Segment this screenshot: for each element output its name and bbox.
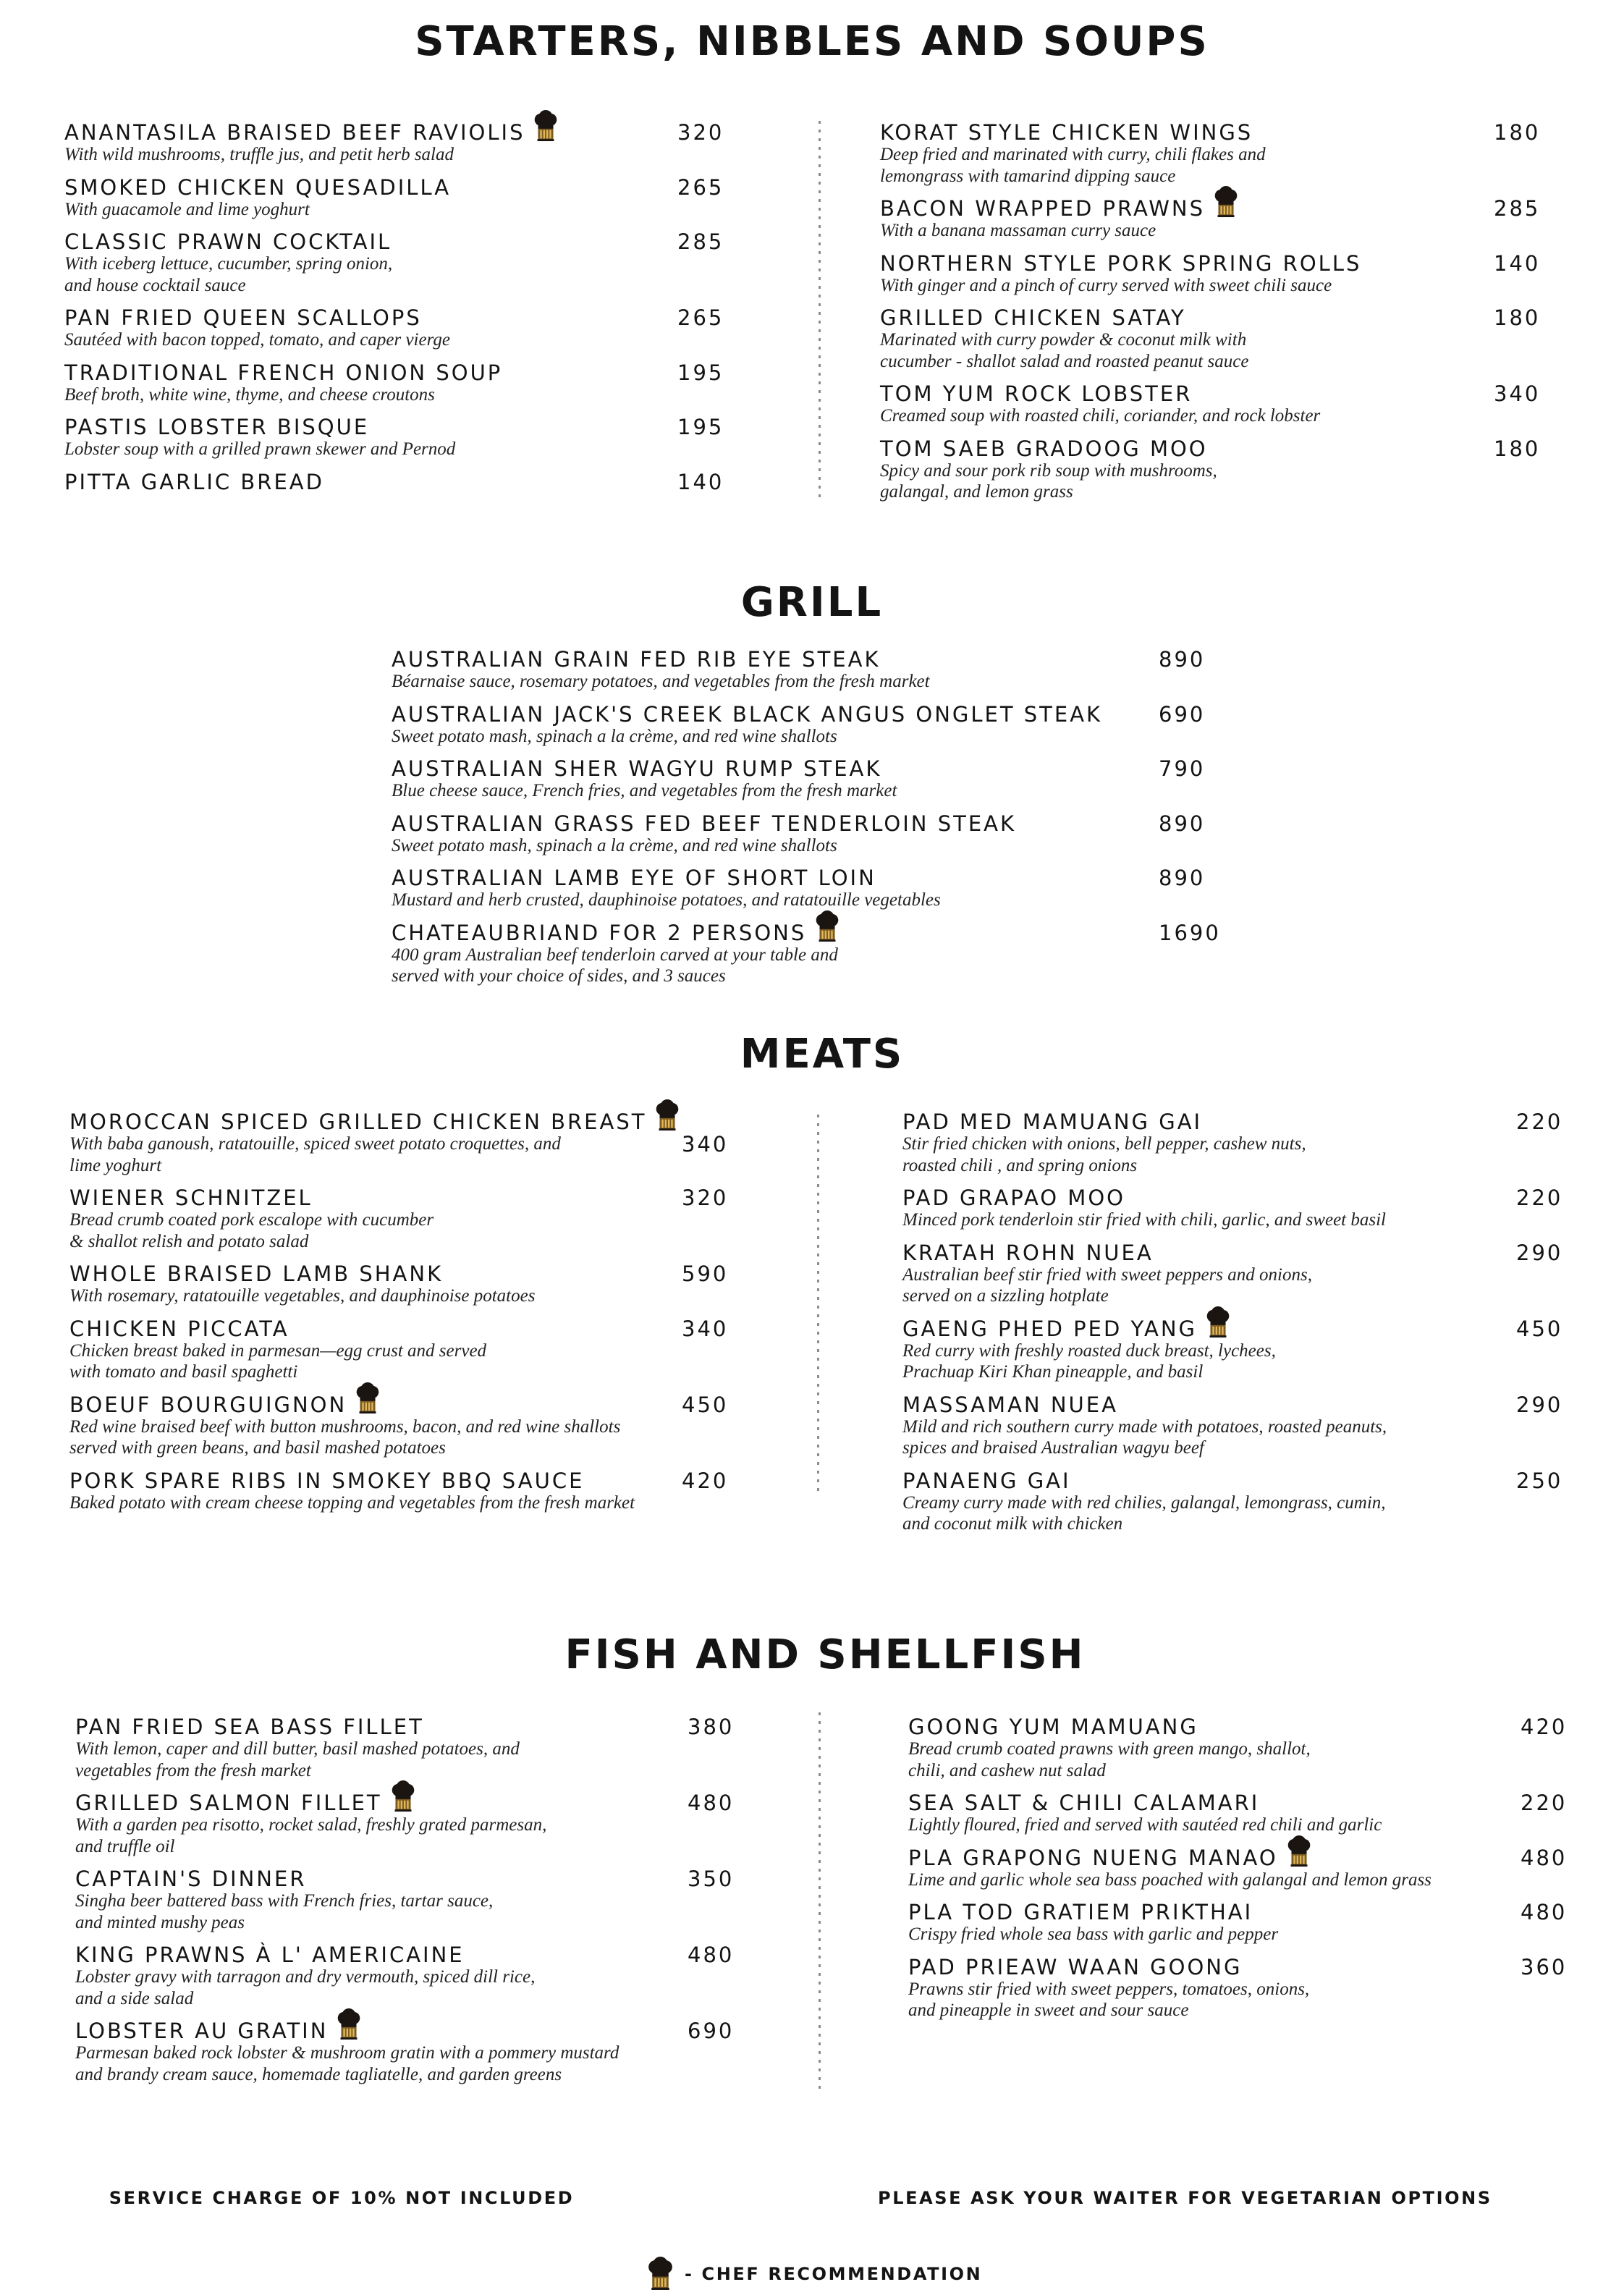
item-name: AUSTRALIAN GRASS FED BEEF TENDERLOIN STEAK <box>392 811 1017 836</box>
fish-right-column <box>908 1716 1596 2032</box>
item-name: NORTHERN STYLE PORK SPRING ROLLS <box>880 250 1362 276</box>
item-description-line: and truffle oil <box>75 1836 175 1856</box>
item-description <box>880 220 1596 242</box>
item-description <box>902 1416 1597 1459</box>
menu-item <box>880 438 1596 503</box>
item-description <box>392 671 1260 693</box>
item-description-line: With guacamole and lime yoghurt <box>64 199 310 219</box>
chef-recommendation-legend <box>648 2257 982 2291</box>
item-price: 790 <box>1159 756 1206 781</box>
item-description <box>69 1209 808 1252</box>
item-description-line: Singha beer battered bass with French fries, tartar sauce, <box>75 1891 494 1911</box>
item-name: CHICKEN PICCATA <box>69 1316 289 1341</box>
item-price: 450 <box>682 1392 729 1417</box>
menu-item <box>392 648 1260 693</box>
chef-hat-icon <box>337 2008 361 2040</box>
item-price: 890 <box>1159 811 1206 836</box>
item-description <box>902 1209 1597 1231</box>
item-price: 690 <box>688 2019 735 2043</box>
item-description <box>64 199 810 221</box>
item-name-line <box>908 1956 1596 1979</box>
item-description <box>75 1890 806 1933</box>
column-divider <box>817 1115 819 1495</box>
item-description-line: and house cocktail sauce <box>64 275 246 295</box>
fish-left-column <box>75 1716 806 2096</box>
item-name-line <box>392 703 1260 726</box>
grill-column <box>392 648 1260 998</box>
item-description <box>392 726 1260 748</box>
item-name-line <box>880 438 1596 460</box>
item-name: MOROCCAN SPICED GRILLED CHICKEN BREAST <box>69 1110 647 1134</box>
item-description <box>75 1814 806 1857</box>
service-charge-note: SERVICE CHARGE OF 10% NOT INCLUDED <box>109 2188 575 2208</box>
item-description-line: served with your choice of sides, and 3 sauces <box>392 966 726 986</box>
menu-item <box>392 758 1260 802</box>
chef-hat-icon <box>648 2257 673 2291</box>
menu-item <box>880 250 1596 297</box>
item-description <box>75 1966 806 2009</box>
item-description-line: With a garden pea risotto, rocket salad, freshly grated parmesan, <box>75 1815 547 1835</box>
item-name: WIENER SCHNITZEL <box>69 1185 313 1210</box>
item-price: 590 <box>682 1261 729 1286</box>
item-price: 180 <box>1494 305 1541 330</box>
item-name: TOM SAEB GRADOOG MOO <box>880 436 1208 461</box>
item-price: 140 <box>1494 250 1541 276</box>
item-name: TOM YUM ROCK LOBSTER <box>880 381 1193 406</box>
item-description-line: With lemon, caper and dill butter, basil mashed potatoes, and <box>75 1739 520 1759</box>
item-description <box>880 144 1596 187</box>
item-description-line: lemongrass with tamarind dipping sauce <box>880 166 1176 186</box>
item-description-line: Lobster gravy with tarragon and dry vermouth, spiced dill rice, <box>75 1967 536 1987</box>
item-price: 195 <box>677 415 724 439</box>
section-title-fish: FISH AND SHELLFISH <box>564 1631 1086 1678</box>
item-description-line: Baked potato with cream cheese topping and vegetables from the fresh market <box>69 1492 635 1513</box>
item-name: BACON WRAPPED PRAWNS <box>880 196 1206 221</box>
item-price: 320 <box>677 120 724 145</box>
menu-item <box>902 1394 1597 1459</box>
item-name: ANANTASILA BRAISED BEEF RAVIOLIS <box>64 120 525 145</box>
menu-item <box>75 1792 806 1857</box>
item-price: 320 <box>682 1185 729 1210</box>
item-description-line: Red curry with freshly roasted duck breast, lychees, <box>902 1340 1276 1361</box>
item-price: 420 <box>682 1468 729 1493</box>
chef-hat-icon <box>355 1382 380 1414</box>
chef-hat-icon <box>1287 1835 1311 1867</box>
item-description-line: Beef broth, white wine, thyme, and cheese croutons <box>64 384 435 405</box>
item-name-line <box>69 1111 808 1133</box>
menu-item <box>880 122 1596 187</box>
item-description-line: and coconut milk with chicken <box>902 1514 1123 1534</box>
item-description <box>64 439 810 460</box>
item-description-line: Minced pork tenderloin stir fried with chili, garlic, and sweet basil <box>902 1210 1386 1230</box>
item-name: PLA GRAPONG NUENG MANAO <box>908 1845 1278 1870</box>
item-description-line: Mild and rich southern curry made with potatoes, roasted peanuts, <box>902 1416 1387 1437</box>
item-description <box>69 1340 808 1383</box>
item-name: WHOLE BRAISED LAMB SHANK <box>69 1261 444 1286</box>
item-description <box>902 1133 1597 1176</box>
item-name: KORAT STYLE CHICKEN WINGS <box>880 120 1253 145</box>
item-description <box>908 1814 1596 1836</box>
item-price: 220 <box>1521 1791 1568 1815</box>
item-price: 220 <box>1516 1110 1563 1134</box>
item-description-line: lime yoghurt <box>69 1155 162 1175</box>
item-price: 420 <box>1521 1715 1568 1739</box>
menu-item <box>64 174 810 221</box>
item-description-line: Creamy curry made with red chilies, galangal, lemongrass, cumin, <box>902 1492 1386 1513</box>
item-name: PANAENG GAI <box>902 1468 1071 1493</box>
item-name: KRATAH ROHN NUEA <box>902 1240 1154 1265</box>
menu-item <box>64 362 810 406</box>
menu-item <box>902 1111 1597 1176</box>
item-description-line: chili, and cashew nut salad <box>908 1760 1106 1780</box>
item-description <box>392 944 1260 987</box>
item-name-line <box>902 1318 1597 1340</box>
menu-item <box>69 1263 808 1307</box>
item-name-line <box>902 1111 1597 1133</box>
item-description <box>64 329 810 351</box>
item-name: PAD PRIEAW WAAN GOONG <box>908 1954 1243 1979</box>
item-name-line <box>392 758 1260 780</box>
item-name: BOEUF BOURGUIGNON <box>69 1392 347 1417</box>
item-name: GOONG YUM MAMUANG <box>908 1715 1198 1739</box>
item-description <box>908 1738 1596 1781</box>
item-price: 480 <box>688 1791 735 1815</box>
item-description-line: roasted chili , and spring onions <box>902 1155 1138 1175</box>
item-description <box>908 1979 1596 2021</box>
item-description-line: and brandy cream sauce, homemade tagliatelle, and garden greens <box>75 2064 562 2084</box>
item-name: GAENG PHED PED YANG <box>902 1316 1198 1341</box>
column-divider <box>819 121 821 501</box>
menu-item <box>880 198 1596 242</box>
menu-item <box>908 1792 1596 1836</box>
item-description-line: and a side salad <box>75 1988 194 2008</box>
item-name-line <box>880 383 1596 405</box>
menu-item <box>69 1394 808 1459</box>
section-title-starters: STARTERS, NIBBLES AND SOUPS <box>415 18 1209 65</box>
item-price: 285 <box>1494 196 1541 221</box>
item-description-line: Spicy and sour pork rib soup with mushrooms, <box>880 460 1217 481</box>
item-name-line <box>880 198 1596 220</box>
item-description-line: Sweet potato mash, spinach a la crème, and red wine shallots <box>392 726 837 746</box>
item-description <box>64 144 810 166</box>
item-description <box>392 889 1260 911</box>
chef-hat-icon <box>1206 1306 1230 1338</box>
menu-item <box>75 1716 806 1781</box>
menu-item <box>69 1318 808 1383</box>
menu-item <box>880 383 1596 427</box>
vegetarian-options-note: PLEASE ASK YOUR WAITER FOR VEGETARIAN OPTIONS <box>878 2188 1492 2208</box>
item-description-line: With rosemary, ratatouille vegetables, and dauphinoise potatoes <box>69 1286 536 1306</box>
item-name-line <box>908 1847 1596 1869</box>
item-price: 140 <box>677 469 724 494</box>
menu-item <box>902 1187 1597 1231</box>
item-description <box>69 1285 808 1307</box>
item-price: 340 <box>682 1132 729 1157</box>
item-description-line: Bread crumb coated prawns with green mango, shallot, <box>908 1739 1311 1759</box>
item-price: 340 <box>1494 381 1541 406</box>
menu-item <box>880 307 1596 372</box>
item-price: 285 <box>677 229 724 254</box>
section-title-meats: MEATS <box>740 1031 905 1078</box>
menu-item <box>392 922 1260 987</box>
item-name: AUSTRALIAN JACK'S CREEK BLACK ANGUS ONGLET STEAK <box>392 701 1103 727</box>
menu-item <box>392 813 1260 857</box>
item-price: 265 <box>677 174 724 200</box>
item-description-line: cucumber - shallot salad and roasted peanut sauce <box>880 351 1249 371</box>
item-name-line <box>902 1242 1597 1264</box>
menu-item <box>902 1470 1597 1535</box>
item-name: PAN FRIED SEA BASS FILLET <box>75 1715 424 1739</box>
chef-hat-icon <box>655 1099 680 1131</box>
item-name: AUSTRALIAN LAMB EYE OF SHORT LOIN <box>392 866 876 890</box>
item-description <box>902 1264 1597 1307</box>
item-description <box>392 780 1260 802</box>
item-description <box>392 835 1260 857</box>
menu-item <box>75 1944 806 2009</box>
legend-icon-wrap <box>648 2257 673 2291</box>
item-description <box>902 1492 1597 1535</box>
section-title-grill: GRILL <box>740 579 884 626</box>
menu-item <box>64 471 810 494</box>
item-name-line <box>908 1901 1596 1924</box>
item-name: PLA TOD GRATIEM PRIKTHAI <box>908 1900 1253 1924</box>
item-description-line: With a banana massaman curry sauce <box>880 221 1156 240</box>
menu-item <box>902 1242 1597 1307</box>
menu-item <box>64 416 810 460</box>
item-name-line <box>392 813 1260 835</box>
item-price: 480 <box>688 1943 735 1967</box>
item-description <box>908 1869 1596 1891</box>
menu-item <box>902 1318 1597 1383</box>
item-description-line: and minted mushy peas <box>75 1912 245 1932</box>
item-price: 250 <box>1516 1468 1563 1493</box>
menu-item <box>908 1716 1596 1781</box>
item-price: 480 <box>1521 1845 1568 1870</box>
item-description <box>69 1492 808 1514</box>
item-name: CLASSIC PRAWN COCKTAIL <box>64 229 392 254</box>
item-description-line: Chicken breast baked in parmesan—egg crust and served <box>69 1340 487 1361</box>
menu-item <box>69 1470 808 1514</box>
item-description-line: Prachuap Kiri Khan pineapple, and basil <box>902 1362 1204 1382</box>
menu-item <box>908 1847 1596 1891</box>
item-description <box>64 384 810 406</box>
item-description-line: Sweet potato mash, spinach a la crème, and red wine shallots <box>392 835 837 855</box>
item-description <box>69 1416 808 1459</box>
item-description-line: With iceberg lettuce, cucumber, spring onion, <box>64 254 393 274</box>
item-description-line: Lobster soup with a grilled prawn skewer and Pernod <box>64 439 456 459</box>
meats-left-column <box>69 1111 808 1524</box>
menu-item <box>75 1868 806 1933</box>
item-description-line: Deep fried and marinated with curry, chili flakes and <box>880 145 1266 164</box>
item-description-line: galangal, and lemon grass <box>880 482 1073 502</box>
item-price: 290 <box>1516 1240 1563 1265</box>
item-description-line: With wild mushrooms, truffle jus, and petit herb salad <box>64 145 454 164</box>
item-description-line: Australian beef stir fried with sweet peppers and onions, <box>902 1264 1312 1285</box>
item-name-line <box>392 648 1260 671</box>
item-description-line: vegetables from the fresh market <box>75 1760 311 1780</box>
item-price: 180 <box>1494 120 1541 145</box>
item-description-line: with tomato and basil spaghetti <box>69 1362 298 1382</box>
column-divider <box>819 1712 821 2090</box>
menu-item <box>392 703 1260 748</box>
chef-hat-icon <box>815 910 840 942</box>
chef-hat-icon <box>533 110 558 142</box>
item-price: 450 <box>1516 1316 1563 1341</box>
menu-item <box>75 2020 806 2085</box>
item-name: AUSTRALIAN GRAIN FED RIB EYE STEAK <box>392 647 881 672</box>
item-name: SMOKED CHICKEN QUESADILLA <box>64 174 452 200</box>
menu-item <box>64 307 810 351</box>
item-price: 1690 <box>1159 920 1221 945</box>
item-name-line <box>908 1792 1596 1814</box>
item-description-line: Béarnaise sauce, rosemary potatoes, and vegetables from the fresh market <box>392 672 930 691</box>
item-description-line: Mustard and herb crusted, dauphinoise potatoes, and ratatouille vegetables <box>392 890 941 910</box>
item-name: CHATEAUBRIAND FOR 2 PERSONS <box>392 920 807 945</box>
item-description <box>75 2042 806 2085</box>
chef-hat-icon <box>1214 186 1238 218</box>
item-name: MASSAMAN NUEA <box>902 1392 1118 1417</box>
item-price: 890 <box>1159 866 1206 890</box>
menu-item <box>64 231 810 296</box>
item-description-line: With baba ganoush, ratatouille, spiced sweet potato croquettes, and <box>69 1134 561 1154</box>
item-description-line: and pineapple in sweet and sour sauce <box>908 2000 1189 2020</box>
item-price: 380 <box>688 1715 735 1739</box>
item-name-line <box>880 122 1596 144</box>
starters-right-column <box>880 122 1596 514</box>
item-description <box>902 1340 1597 1383</box>
item-description-line: Bread crumb coated pork escalope with cucumber <box>69 1210 434 1230</box>
item-description-line: served with green beans, and basil mashed potatoes <box>69 1438 446 1458</box>
item-name-line <box>392 922 1260 944</box>
item-price: 360 <box>1521 1954 1568 1979</box>
item-name: PORK SPARE RIBS IN SMOKEY BBQ SAUCE <box>69 1468 585 1493</box>
item-name: LOBSTER AU GRATIN <box>75 2019 329 2043</box>
item-name-line <box>880 307 1596 329</box>
item-price: 340 <box>682 1316 729 1341</box>
item-price: 265 <box>677 305 724 330</box>
item-name: KING PRAWNS À L' AMERICAINE <box>75 1943 465 1967</box>
item-description-line: Parmesan baked rock lobster & mushroom gratin with a pommery mustard <box>75 2043 619 2063</box>
item-price: 220 <box>1516 1185 1563 1210</box>
starters-left-column <box>64 122 810 504</box>
item-description <box>880 275 1596 297</box>
item-description-line: Stir fried chicken with onions, bell pepper, cashew nuts, <box>902 1134 1306 1154</box>
item-description-line: spices and braised Australian wagyu beef <box>902 1438 1204 1458</box>
item-name: GRILLED CHICKEN SATAY <box>880 305 1186 330</box>
item-description <box>880 405 1596 427</box>
item-description-line: Blue cheese sauce, French fries, and vegetables from the fresh market <box>392 781 897 800</box>
item-name: PASTIS LOBSTER BISQUE <box>64 415 370 439</box>
item-name-line <box>902 1187 1597 1209</box>
menu-item <box>69 1187 808 1252</box>
item-description-line: 400 gram Australian beef tenderloin carved at your table and <box>392 944 838 965</box>
menu-item <box>392 867 1260 911</box>
item-description-line: Lightly floured, fried and served with sautéed red chili and garlic <box>908 1815 1382 1835</box>
item-name: CAPTAIN'S DINNER <box>75 1867 307 1891</box>
item-price: 690 <box>1159 701 1206 727</box>
item-name-line <box>880 250 1596 276</box>
item-description <box>908 1924 1596 1945</box>
legend-text: - CHEF RECOMMENDATION <box>685 2263 983 2284</box>
item-name-line <box>908 1716 1596 1738</box>
item-name: PAD GRAPAO MOO <box>902 1185 1125 1210</box>
item-description-line: Creamed soup with roasted chili, coriander, and rock lobster <box>880 406 1321 426</box>
item-name: PITTA GARLIC BREAD <box>64 469 324 494</box>
item-description-line: Prawns stir fried with sweet peppers, tomatoes, onions, <box>908 1979 1310 1999</box>
item-name: GRILLED SALMON FILLET <box>75 1791 382 1815</box>
item-name-line <box>392 867 1260 889</box>
item-price: 290 <box>1516 1392 1563 1417</box>
item-name-line <box>902 1470 1597 1492</box>
item-price: 195 <box>677 360 724 385</box>
item-price: 890 <box>1159 647 1206 672</box>
menu-item <box>908 1901 1596 1945</box>
chef-hat-icon <box>391 1780 415 1812</box>
item-name: SEA SALT & CHILI CALAMARI <box>908 1791 1260 1815</box>
item-description-line: Marinated with curry powder & coconut milk with <box>880 330 1247 350</box>
item-name: AUSTRALIAN SHER WAGYU RUMP STEAK <box>392 756 882 781</box>
item-description-line: served on a sizzling hotplate <box>902 1286 1109 1306</box>
item-price: 180 <box>1494 436 1541 461</box>
item-description <box>880 329 1596 372</box>
menu-item <box>908 1956 1596 2021</box>
item-description <box>64 253 810 296</box>
meats-right-column <box>902 1111 1597 1546</box>
item-name: TRADITIONAL FRENCH ONION SOUP <box>64 360 503 385</box>
item-description-line: Sautéed with bacon topped, tomato, and caper vierge <box>64 330 450 350</box>
item-description-line: Lime and garlic whole sea bass poached with galangal and lemon grass <box>908 1869 1431 1890</box>
item-price: 350 <box>688 1867 735 1891</box>
item-description <box>880 460 1596 503</box>
item-description-line: With ginger and a pinch of curry served with sweet chili sauce <box>880 275 1332 295</box>
item-name: PAD MED MAMUANG GAI <box>902 1110 1203 1134</box>
item-name: PAN FRIED QUEEN SCALLOPS <box>64 305 422 330</box>
menu-item <box>64 122 810 166</box>
item-description <box>75 1738 806 1781</box>
item-description-line: & shallot relish and potato salad <box>69 1231 309 1251</box>
item-description-line: Crispy fried whole sea bass with garlic and pepper <box>908 1924 1279 1944</box>
menu-item <box>69 1111 808 1176</box>
item-name-line <box>902 1394 1597 1416</box>
item-description-line: Red wine braised beef with button mushrooms, bacon, and red wine shallots <box>69 1416 621 1437</box>
item-price: 480 <box>1521 1900 1568 1924</box>
